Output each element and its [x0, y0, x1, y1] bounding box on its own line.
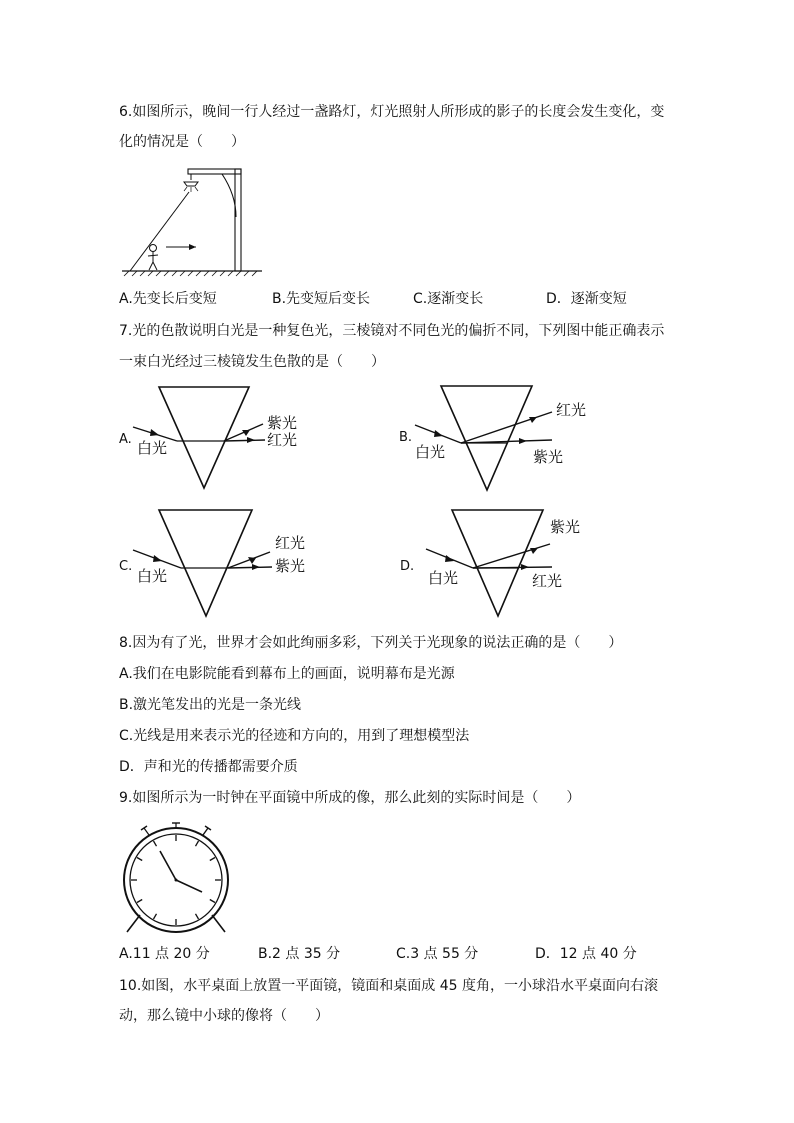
mirror-clock-figure: [118, 820, 238, 940]
q8-option-c: C.光线是用来表示光的径迹和方向的，用到了理想模型法: [119, 728, 470, 744]
prism-diagram-a: [115, 385, 315, 495]
q7-stem-line2: 一束白光经过三棱镜发生色散的是（ ）: [119, 354, 385, 370]
q9-stem: 9.如图所示为一时钟在平面镜中所成的像，那么此刻的实际时间是（ ）: [119, 790, 581, 806]
q6-option-a: A.先变长后变短: [119, 291, 217, 307]
option-letter: D.: [400, 559, 415, 574]
lower-ray-label: 紫光: [275, 557, 306, 575]
streetlight-figure: [118, 155, 268, 280]
q6-stem-line1: 6.如图所示，晚间一行人经过一盏路灯，灯光照射人所形成的影子的长度会发生变化，变: [119, 104, 665, 120]
lower-ray-label: 红光: [532, 572, 563, 590]
lower-ray-label: 紫光: [533, 448, 564, 466]
q8-option-d: D．声和光的传播都需要介质: [119, 759, 298, 775]
white-light-label: 白光: [428, 569, 459, 587]
q10-stem-line1: 10.如图，水平桌面上放置一平面镜，镜面和桌面成 45 度角，一小球沿水平桌面向右滚: [119, 978, 658, 994]
prism-diagram-b: [397, 384, 607, 499]
q6-option-b: B.先变短后变长: [272, 291, 371, 307]
option-letter: C.: [119, 559, 133, 574]
q8-option-a: A.我们在电影院能看到幕布上的画面，说明幕布是光源: [119, 666, 455, 682]
white-light-label: 白光: [137, 439, 168, 457]
q6-option-c: C.逐渐变长: [413, 291, 484, 307]
white-light-label: 白光: [137, 567, 168, 585]
q10-stem-line2: 动，那么镜中小球的像将（ ）: [119, 1008, 329, 1024]
upper-ray-label: 红光: [275, 534, 306, 552]
q8-option-b: B.激光笔发出的光是一条光线: [119, 697, 302, 713]
q6-stem-line2: 化的情况是（ ）: [119, 134, 245, 150]
q8-stem: 8.因为有了光，世界才会如此绚丽多彩，下列关于光现象的说法正确的是（ ）: [119, 635, 623, 651]
white-light-label: 白光: [415, 443, 446, 461]
q9-option-a: A.11 点 20 分: [119, 946, 210, 962]
q7-stem-line1: 7.光的色散说明白光是一种复色光，三棱镜对不同色光的偏折不同，下列图中能正确表示: [119, 323, 665, 339]
option-letter: A.: [119, 432, 132, 447]
q9-option-d: D．12 点 40 分: [535, 946, 637, 962]
upper-ray-label: 红光: [556, 401, 587, 419]
prism-diagram-c: [115, 508, 325, 623]
upper-ray-label: 紫光: [267, 414, 298, 432]
q6-option-d: D．逐渐变短: [546, 291, 627, 307]
q9-option-c: C.3 点 55 分: [396, 946, 479, 962]
prism-diagram-d: [398, 508, 608, 623]
q9-option-b: B.2 点 35 分: [258, 946, 341, 962]
option-letter: B.: [399, 430, 413, 445]
upper-ray-label: 紫光: [550, 518, 581, 536]
lower-ray-label: 红光: [267, 431, 298, 449]
